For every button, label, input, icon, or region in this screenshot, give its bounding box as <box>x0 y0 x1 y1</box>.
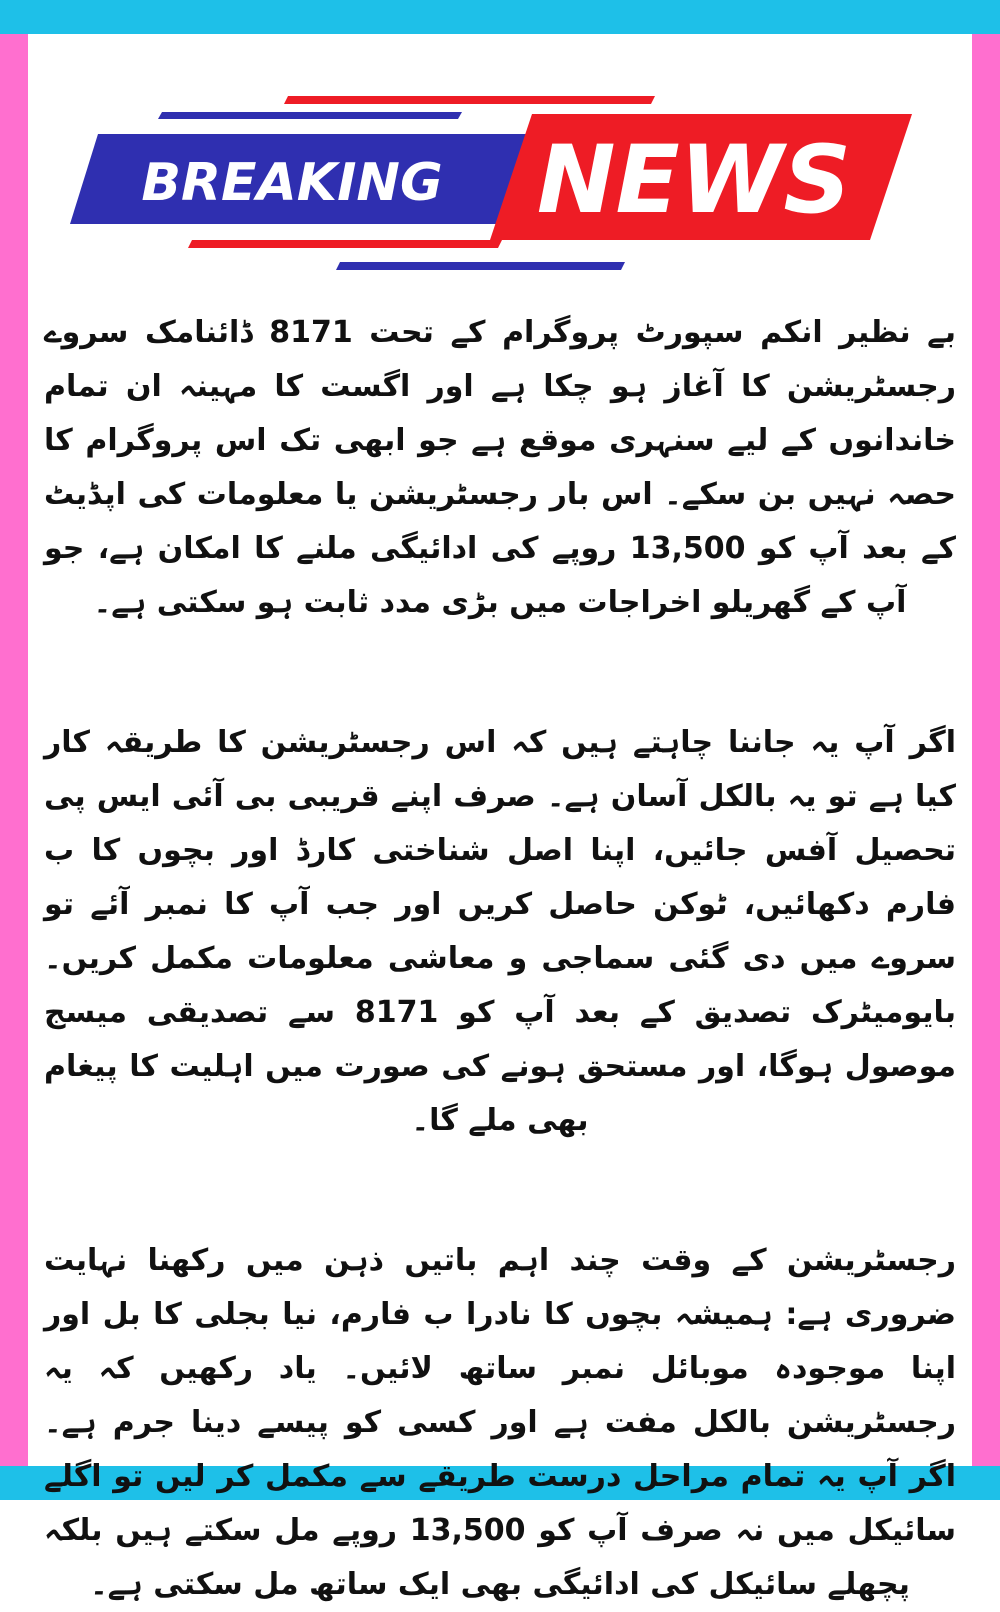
top-cyan-band <box>0 0 1000 34</box>
paragraph-registration-method: اگر آپ یہ جاننا چاہتے ہیں کہ اس رجسٹریشن کا طریقہ کار کیا ہے تو یہ بالکل آسان ہے۔ صرف اپنے قریبی بی آئی ایس پی تحصیل آفس جائیں، اپنا اصل شناختی کارڈ اور بچوں کا ب فارم دکھائیں، ٹوکن حاصل کریں اور جب آپ کا نمبر آئے تو سروے میں دی گئی سماجی و معاشی معلومات مکمل کریں۔ بایومیٹرک تصدیق کے بعد آپ کو 8171 سے تصدیقی میسج موصول ہوگا، اور مستحق ہونے کی صورت میں اہلیت کا پیغام بھی ملے گا۔ <box>44 725 956 1138</box>
top-red-stripe <box>284 96 655 104</box>
breaking-word: BREAKING <box>141 153 443 213</box>
breaking-news-graphic <box>70 88 930 280</box>
paragraph-registration-intro: بے نظیر انکم سپورٹ پروگرام کے تحت 8171 ڈائنامک سروے رجسٹریشن کا آغاز ہو چکا ہے اور اگست کا مہینہ ان تمام خاندانوں کے لیے سنہری موقع ہے جو ابھی تک اس پروگرام کا حصہ نہیں بن سکے۔ اس بار رجسٹریشن یا معلومات کی اپڈیٹ کے بعد آپ کو 13,500 روپے کی ادائیگی ملنے کا امکان ہے، جو آپ کے گھریلو اخراجات میں بڑی مدد ثابت ہو سکتی ہے۔ <box>44 315 956 620</box>
top-blue-stripe <box>158 112 462 119</box>
news-word: NEWS <box>536 126 852 235</box>
paragraph-important-tips: رجسٹریشن کے وقت چند اہم باتیں ذہن میں رکھنا نہایت ضروری ہے: ہمیشہ بچوں کا نادرا ب فارم، نیا بجلی کا بل اور اپنا موجودہ موبائل نمبر ساتھ لائیں۔ یاد رکھیں کہ یہ رجسٹریشن بالکل مفت ہے اور کسی کو پیسے دینا جرم ہے۔ اگر آپ یہ تمام مراحل درست طریقے سے مکمل کر لیں تو اگلے سائیکل میں نہ صرف آپ کو 13,500 روپے مل سکتے ہیں بلکہ پچھلے سائیکل کی ادائیگی بھی ایک ساتھ مل سکتی ہے۔ <box>44 1243 957 1602</box>
bottom-blue-stripe <box>336 262 625 270</box>
bottom-red-stripe <box>188 240 502 248</box>
article-body <box>44 306 956 1612</box>
left-pink-border <box>0 0 28 1500</box>
breaking-news-banner <box>70 88 930 280</box>
right-pink-border <box>972 0 1000 1500</box>
